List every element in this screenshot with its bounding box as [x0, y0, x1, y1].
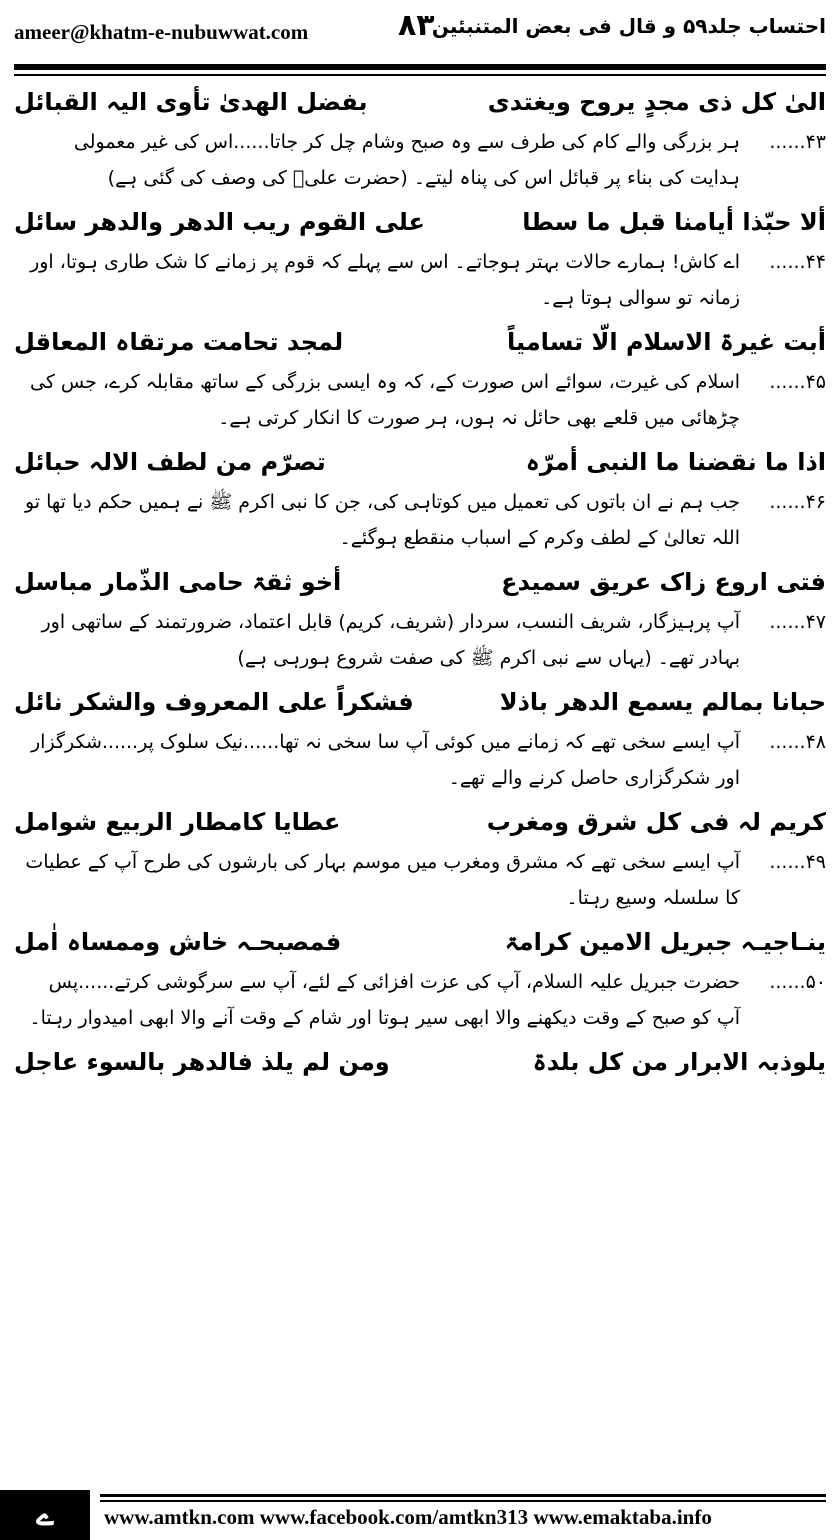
- translation-text: ہر بزرگی والے کام کی طرف سے وہ صبح وشام چل کر جاتا......اس کی غیر معمولی ہدایت کی بناء پر قبائل اس کی پناہ لیتے۔ (حضرت علیؓ کی وصف کی گئی ہے): [73, 131, 740, 189]
- verse-hemistich-right: الیٰ کل ذی مجدٍ یروح ویغتدی: [487, 88, 826, 116]
- verse-hemistich-left: فمصبحـہ خاش وممساہ اٰمل: [14, 928, 342, 956]
- entry-number: ۴۸......: [769, 731, 826, 753]
- translation-50: [14, 964, 826, 1036]
- translation-48: [14, 724, 826, 796]
- translation-46: [14, 484, 826, 556]
- verse-hemistich-right: ألا حبّذا أیامنا قبل ما سطا: [522, 208, 826, 236]
- verse-hemistich-left: لمجد تحامت مرتقاہ المعاقل: [14, 328, 344, 356]
- verse-hemistich-left: علی القوم ریب الدھر والدھر سائل: [14, 208, 425, 236]
- verse-hemistich-right: اذا ما نقضنا ما النبی أمرّہ: [525, 448, 826, 476]
- entry-number: ۴۶......: [769, 491, 826, 513]
- footer-rule-thick: [100, 1494, 826, 1497]
- translation-47: [14, 604, 826, 676]
- verse-45: [14, 320, 826, 364]
- translation-45: [14, 364, 826, 436]
- verse-47: [14, 560, 826, 604]
- footer-logo-box: ے: [0, 1490, 90, 1540]
- verse-hemistich-right: فتی اروع زاک عریق سمیدع: [501, 568, 826, 596]
- verse-46: [14, 440, 826, 484]
- translation-text: اسلام کی غیرت، سوائے اس صورت کے، کہ وہ ایسی بزرگی کے ساتھ مقابلہ کرے، جس کی چڑھائی میں قلعے بھی حائل نہ ہوں، ہر صورت کا انکار کرتی ہے۔: [30, 371, 740, 429]
- page-footer: [0, 1490, 840, 1540]
- translation-text: آپ ایسے سخی تھے کہ مشرق ومغرب میں موسم بہار کی بارشوں کی طرح آپ کے عطیات کا سلسلہ وسیع رہتا۔: [25, 851, 740, 909]
- page-number: ۸۳: [398, 8, 435, 43]
- verse-last: [14, 1040, 826, 1084]
- verse-49: [14, 800, 826, 844]
- translation-44: [14, 244, 826, 316]
- translation-text: حضرت جبریل علیہ السلام، آپ کی عزت افزائی کے لئے، آپ سے سرگوشی کرتے......پس آپ کو صبح کے وقت دیکھنے والا ابھی سیر ہوتا اور شام کے وقت آنے والا ابھی امیدوار رہتا۔: [29, 971, 740, 1029]
- verse-hemistich-right: یلوذبہ الابرار من کل بلدۃ: [532, 1048, 826, 1076]
- verse-hemistich-left: بفضل الھدیٰ تأوی الیہ القبائل: [14, 88, 368, 116]
- translation-49: [14, 844, 826, 916]
- entry-number: ۴۳......: [769, 131, 826, 153]
- verse-hemistich-left: عطایا کامطار الربیع شوامل: [14, 808, 341, 836]
- header-rule-thin: [14, 74, 826, 76]
- verse-hemistich-right: حبانا بمالم یسمع الدھر باذلا: [499, 688, 826, 716]
- header-rule-thick: [14, 64, 826, 70]
- verse-43: [14, 80, 826, 124]
- page-header: [0, 0, 840, 58]
- entry-number: ۴۵......: [769, 371, 826, 393]
- header-email: ameer@khatm-e-nubuwwat.com: [14, 20, 309, 44]
- translation-text: اے کاش! ہمارے حالات بہتر ہوجاتے۔ اس سے پہلے کہ قوم پر زمانے کا شک طاری ہوتا، اور زمانہ تو سوالی ہوتا ہے۔: [30, 251, 740, 309]
- verse-hemistich-left: أخو ثقۃ حامی الذّمار مباسل: [14, 568, 342, 596]
- entry-number: ۴۴......: [769, 251, 826, 273]
- verse-hemistich-right: کریم لہ فی کل شرق ومغرب: [486, 808, 826, 836]
- translation-text: جب ہم نے ان باتوں کی تعمیل میں کوتاہی کی، جن کا نبی اکرم ﷺ نے ہمیں حکم دیا تھا تو اللہ تعالیٰ کے لطف وکرم کے اسباب منقطع ہوگئے۔: [24, 491, 740, 549]
- verse-44: [14, 200, 826, 244]
- footer-rule-thin: [100, 1500, 826, 1502]
- footer-urls: www.amtkn.com www.facebook.com/amtkn313 www.emaktaba.info: [104, 1505, 712, 1529]
- translation-text: آپ پرہیزگار، شریف النسب، سردار (شریف، کریم) قابل اعتماد، ضرورتمند کے ساتھی اور بہادر تھے۔ (یہاں سے نبی اکرم ﷺ کی صفت شروع ہورہی ہے): [41, 611, 740, 669]
- translation-43: [14, 124, 826, 196]
- verse-hemistich-left: ومن لم یلذ فالدھر بالسوء عاجل: [14, 1048, 390, 1076]
- verse-hemistich-right: أبت غیرۃ الاسلام الّا تسامیاً: [507, 328, 826, 356]
- verse-48: [14, 680, 826, 724]
- translation-text: آپ ایسے سخی تھے کہ زمانے میں کوئی آپ سا سخی نہ تھا......نیک سلوک پر......شکرگزار اور شکرگزاری حاصل کرنے والے تھے۔: [30, 731, 740, 789]
- verse-hemistich-left: تصرّم من لطف الالہ حبائل: [14, 448, 326, 476]
- entry-number: ۵۰......: [769, 971, 826, 993]
- verse-50: [14, 920, 826, 964]
- page-body: [14, 80, 826, 1084]
- verse-hemistich-left: فشکراً علی المعروف والشکر نائل: [14, 688, 414, 716]
- header-title: احتساب جلد۵۹ و قال فی بعض المتنبئین: [431, 14, 826, 38]
- verse-hemistich-right: ینـاجیـہ جبریل الامین کرامۃ: [504, 928, 826, 956]
- entry-number: ۴۷......: [769, 611, 826, 633]
- entry-number: ۴۹......: [769, 851, 826, 873]
